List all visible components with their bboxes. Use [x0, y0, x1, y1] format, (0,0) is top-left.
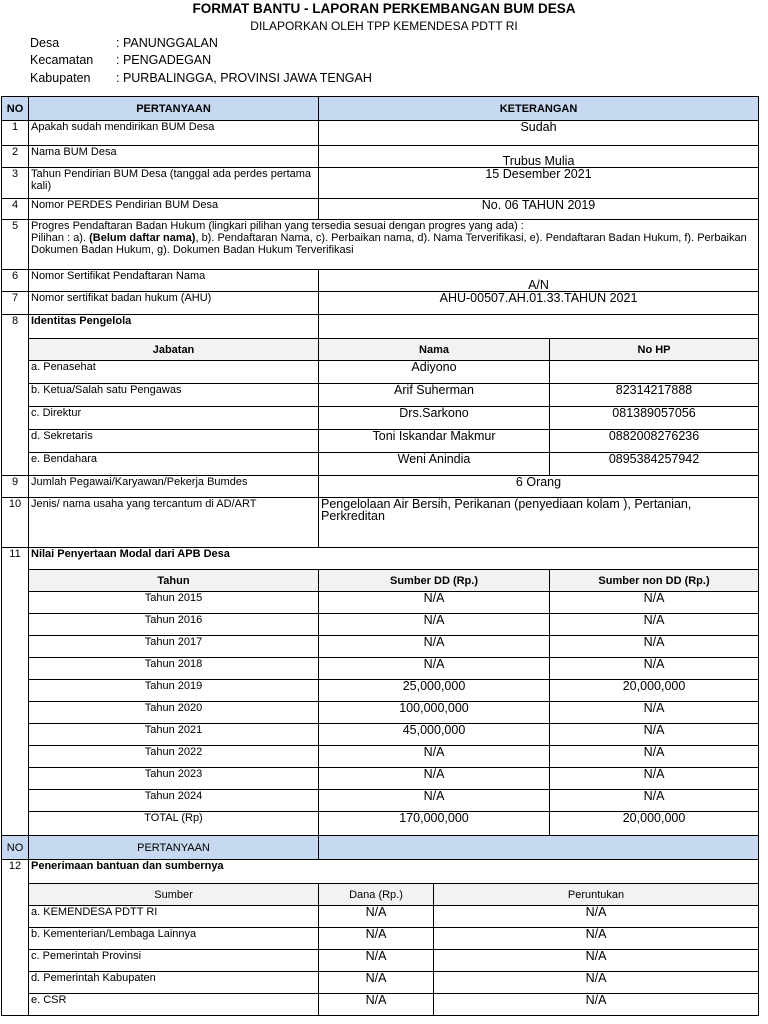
row-answer: Pengelolaan Air Bersih, Perikanan (penyediaan kolam ), Pertanian, Perkreditan — [319, 498, 759, 548]
nama: Weni Anindia — [319, 453, 550, 476]
total-dd: 170,000,000 — [319, 812, 550, 836]
col-sumber-non-dd: Sumber non DD (Rp.) — [550, 570, 759, 592]
dd: N/A — [319, 592, 550, 614]
bantuan-header-row — [2, 884, 759, 906]
report-subtitle: DILAPORKAN OLEH TPP KEMENDESA PDTT RI — [250, 19, 518, 33]
jabatan: e. Bendahara — [29, 453, 319, 476]
dd: N/A — [319, 790, 550, 812]
dana: N/A — [319, 972, 434, 994]
nohp: 0882008276236 — [550, 430, 759, 453]
pengelola-row — [2, 361, 759, 384]
row-question: Penerimaan bantuan dan sumbernya — [29, 860, 759, 884]
non-dd: 20,000,000 — [550, 680, 759, 702]
row-question: Apakah sudah mendirikan BUM Desa — [29, 121, 319, 146]
row-no: 5 — [2, 220, 29, 270]
progress-options-rest: , b). Pendaftaran Nama, c). Perbaikan nama, d). Nama Terverifikasi, e). Pendaftaran Badan Hukum, f). Perbaikan Dokumen Badan Hukum, g). Dokumen Badan Hukum Terverifikasi — [31, 232, 747, 256]
bantuan-row — [2, 972, 759, 994]
progress-options-prefix: Pilihan : a). — [31, 232, 90, 244]
table-row — [2, 146, 759, 168]
dd: 100,000,000 — [319, 702, 550, 724]
row-question: Nomor PERDES Pendirian BUM Desa — [29, 199, 319, 220]
non-dd: N/A — [550, 614, 759, 636]
info-kecamatan — [30, 53, 211, 67]
sumber: a. KEMENDESA PDTT RI — [29, 906, 319, 928]
info-kabupaten — [30, 71, 372, 85]
progress-options — [31, 232, 756, 256]
non-dd: N/A — [550, 658, 759, 680]
total-label: TOTAL (Rp) — [29, 812, 319, 836]
row-question: Jenis/ nama usaha yang tercantum di AD/ART — [29, 498, 319, 548]
table-row — [2, 476, 759, 498]
progress-selected-option: (Belum daftar nama) — [89, 232, 196, 244]
dana: N/A — [319, 906, 434, 928]
dd: 45,000,000 — [319, 724, 550, 746]
col-nama: Nama — [319, 339, 550, 361]
non-dd: N/A — [550, 746, 759, 768]
row-no: 7 — [2, 292, 29, 315]
info-label: Kecamatan — [30, 53, 94, 67]
sumber: e. CSR — [29, 994, 319, 1016]
row-answer: A/N — [319, 270, 759, 292]
report-title: FORMAT BANTU - LAPORAN PERKEMBANGAN BUM DESA — [192, 1, 576, 16]
row-question: Nama BUM Desa — [29, 146, 319, 168]
dana: N/A — [319, 950, 434, 972]
jabatan: d. Sekretaris — [29, 430, 319, 453]
sumber: b. Kementerian/Lembaga Lainnya — [29, 928, 319, 950]
row-no: 8 — [2, 315, 29, 476]
total-non-dd: 20,000,000 — [550, 812, 759, 836]
bantuan-row — [2, 928, 759, 950]
table-row — [2, 860, 759, 884]
info-desa — [30, 36, 218, 50]
peruntukan: N/A — [434, 994, 759, 1016]
row-no: 12 — [2, 860, 29, 1016]
pengelola-row — [2, 453, 759, 476]
tahun: Tahun 2019 — [29, 680, 319, 702]
row-answer: Sudah — [319, 121, 759, 146]
non-dd: N/A — [550, 790, 759, 812]
modal-row — [2, 746, 759, 768]
row-answer: No. 06 TAHUN 2019 — [319, 199, 759, 220]
row-no: 4 — [2, 199, 29, 220]
progress-question: Progres Pendaftaran Badan Hukum (lingkari pilihan yang tersedia sesuai dengan progres yang ada) : — [31, 220, 524, 232]
dana: N/A — [319, 928, 434, 950]
bantuan-row — [2, 994, 759, 1016]
modal-row — [2, 614, 759, 636]
row-question: Jumlah Pegawai/Karyawan/Pekerja Bumdes — [29, 476, 319, 498]
tahun: Tahun 2018 — [29, 658, 319, 680]
pengelola-row — [2, 407, 759, 430]
col-peruntukan: Peruntukan — [434, 884, 759, 906]
tahun: Tahun 2024 — [29, 790, 319, 812]
dd: N/A — [319, 768, 550, 790]
peruntukan: N/A — [434, 950, 759, 972]
modal-row — [2, 592, 759, 614]
table-row — [2, 315, 759, 339]
non-dd: N/A — [550, 724, 759, 746]
nohp: 82314217888 — [550, 384, 759, 407]
modal-row — [2, 724, 759, 746]
row-answer: AHU-00507.AH.01.33.TAHUN 2021 — [319, 292, 759, 315]
modal-row — [2, 702, 759, 724]
header-pertanyaan: PERTANYAAN — [29, 836, 319, 860]
info-label: Kabupaten — [30, 71, 91, 85]
table-row — [2, 292, 759, 315]
dana: N/A — [319, 994, 434, 1016]
col-jabatan: Jabatan — [29, 339, 319, 361]
nama: Drs.Sarkono — [319, 407, 550, 430]
info-value: : PENGADEGAN — [116, 53, 212, 67]
info-value: : PANUNGGALAN — [116, 36, 218, 50]
col-sumber: Sumber — [29, 884, 319, 906]
header-no: NO — [2, 836, 29, 860]
table-row — [2, 121, 759, 146]
nohp: 0895384257942 — [550, 453, 759, 476]
col-sumber-dd: Sumber DD (Rp.) — [319, 570, 550, 592]
modal-row — [2, 680, 759, 702]
row-no: 11 — [2, 548, 29, 836]
modal-row — [2, 658, 759, 680]
row-question: Nilai Penyertaan Modal dari APB Desa — [29, 548, 759, 570]
row-question: Nomor Sertifikat Pendaftaran Nama — [29, 270, 319, 292]
sumber: c. Pemerintah Provinsi — [29, 950, 319, 972]
table-row — [2, 220, 759, 270]
row-answer: 15 Desember 2021 — [319, 168, 759, 199]
table-row — [2, 199, 759, 220]
header-no: NO — [2, 97, 29, 121]
row-no: 9 — [2, 476, 29, 498]
non-dd: N/A — [550, 636, 759, 658]
header-keterangan: KETERANGAN — [319, 97, 759, 121]
table-row — [2, 548, 759, 570]
header-keterangan-empty — [319, 836, 759, 860]
non-dd: N/A — [550, 768, 759, 790]
table-row — [2, 168, 759, 199]
row-question-progress — [29, 220, 759, 270]
peruntukan: N/A — [434, 906, 759, 928]
empty-cell — [319, 315, 759, 339]
row-no: 2 — [2, 146, 29, 168]
modal-total-row — [2, 812, 759, 836]
row-question: Tahun Pendirian BUM Desa (tanggal ada perdes pertama kali) — [29, 168, 319, 199]
row-no: 6 — [2, 270, 29, 292]
table-header-row — [2, 97, 759, 121]
nama: Toni Iskandar Makmur — [319, 430, 550, 453]
nohp — [550, 361, 759, 384]
tahun: Tahun 2016 — [29, 614, 319, 636]
peruntukan: N/A — [434, 928, 759, 950]
nama: Arif Suherman — [319, 384, 550, 407]
table-header-row-2 — [2, 836, 759, 860]
row-answer: 6 Orang — [319, 476, 759, 498]
dd: N/A — [319, 614, 550, 636]
row-answer: Trubus Mulia — [319, 146, 759, 168]
dd: 25,000,000 — [319, 680, 550, 702]
info-value: : PURBALINGGA, PROVINSI JAWA TENGAH — [116, 71, 372, 85]
sumber: d. Pemerintah Kabupaten — [29, 972, 319, 994]
col-nohp: No HP — [550, 339, 759, 361]
pengelola-row — [2, 384, 759, 407]
row-no: 1 — [2, 121, 29, 146]
row-question: Nomor sertifikat badan hukum (AHU) — [29, 292, 319, 315]
jabatan: c. Direktur — [29, 407, 319, 430]
dd: N/A — [319, 746, 550, 768]
header-pertanyaan: PERTANYAAN — [29, 97, 319, 121]
tahun: Tahun 2017 — [29, 636, 319, 658]
tahun: Tahun 2020 — [29, 702, 319, 724]
table-row — [2, 270, 759, 292]
dd: N/A — [319, 636, 550, 658]
jabatan: b. Ketua/Salah satu Pengawas — [29, 384, 319, 407]
nama: Adiyono — [319, 361, 550, 384]
tahun: Tahun 2021 — [29, 724, 319, 746]
table-row — [2, 498, 759, 548]
non-dd: N/A — [550, 592, 759, 614]
nohp: 081389057056 — [550, 407, 759, 430]
dd: N/A — [319, 658, 550, 680]
info-label: Desa — [30, 36, 60, 50]
tahun: Tahun 2022 — [29, 746, 319, 768]
jabatan: a. Penasehat — [29, 361, 319, 384]
modal-row — [2, 790, 759, 812]
modal-row — [2, 768, 759, 790]
tahun: Tahun 2023 — [29, 768, 319, 790]
col-dana: Dana (Rp.) — [319, 884, 434, 906]
modal-row — [2, 636, 759, 658]
row-no: 3 — [2, 168, 29, 199]
pengelola-row — [2, 430, 759, 453]
pengelola-header-row — [2, 339, 759, 361]
report-table — [1, 96, 759, 1016]
row-question: Identitas Pengelola — [29, 315, 319, 339]
bantuan-row — [2, 950, 759, 972]
modal-header-row — [2, 570, 759, 592]
row-no: 10 — [2, 498, 29, 548]
bantuan-row — [2, 906, 759, 928]
col-tahun: Tahun — [29, 570, 319, 592]
non-dd: N/A — [550, 702, 759, 724]
peruntukan: N/A — [434, 972, 759, 994]
tahun: Tahun 2015 — [29, 592, 319, 614]
